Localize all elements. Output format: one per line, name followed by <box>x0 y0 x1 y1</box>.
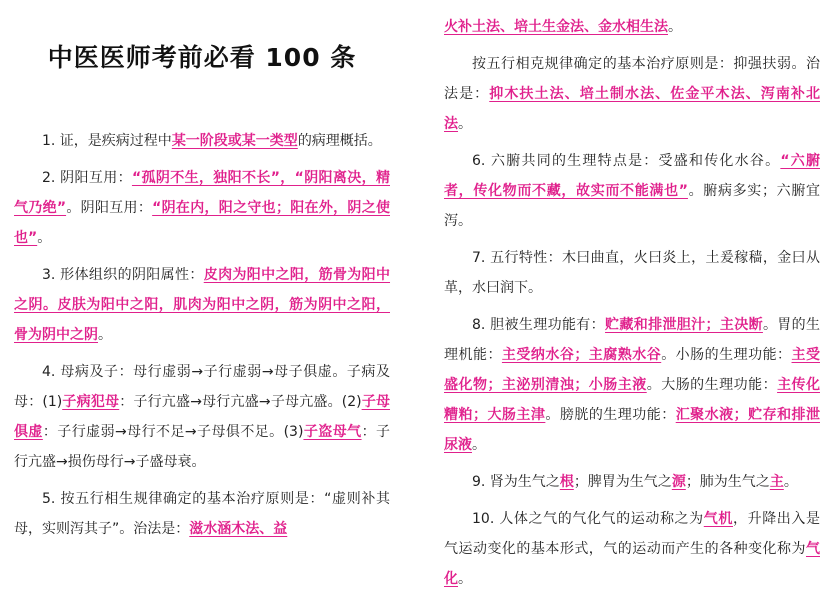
item-5b-highlight: 抑木扶土法、培土制水法、佐金平木法、泻南补北法 <box>444 86 820 132</box>
item-3-highlight: 皮肉为阳中之阳，筋骨为阳中之阴。皮肤为阳中之阳，肌肉为阳中之阴，筋为阴中之阳，骨为阴中之阴 <box>14 267 391 343</box>
item-9-text-2: ；脾胃为生气之 <box>573 474 672 490</box>
item-10-text-2: ，升降出入是气运动变化的基本形式，气的运动而产生的各种变化称为 <box>444 511 820 557</box>
item-8-highlight-5: 汇聚水液；贮存和排泄尿液 <box>444 407 820 453</box>
item-5-continued <box>444 12 820 42</box>
item-4-text-3: ：子行虚弱→母行不足→子母俱不足。(3) <box>42 424 304 440</box>
item-3 <box>14 260 390 350</box>
page-title: 中医医师考前必看 100 条 <box>47 43 357 72</box>
item-9-text-1: 9. 肾为生气之 <box>472 474 560 490</box>
item-9 <box>444 467 820 497</box>
item-5-highlight-part-2: 火补土法、培土生金法、金水相生法 <box>444 19 668 35</box>
item-9-highlight-2: 源 <box>671 474 686 490</box>
item-10-highlight-1: 气机 <box>703 511 733 527</box>
item-2-highlight-2: “阴在内，阳之守也；阳在外，阴之使也” <box>14 200 390 246</box>
item-1-text-end: 的病理概括。 <box>297 133 382 149</box>
item-5-text: 5. 按五行相生规律确定的基本治疗原则是：“虚则补其母，实则泻其子”。治法是： <box>14 491 390 537</box>
item-3-text-end: 。 <box>98 327 112 343</box>
item-6 <box>444 146 820 236</box>
item-10 <box>444 504 820 594</box>
item-6-text-end: 。腑病多实；六腑宜泻。 <box>444 183 820 229</box>
item-9-text-3: ；肺为生气之 <box>685 474 770 490</box>
item-4 <box>14 357 390 477</box>
item-2-text-mid: 。阴阳互用： <box>66 200 153 216</box>
item-8-text-2: 。胃的生理机能： <box>444 317 820 363</box>
item-4-text-end: ：子行亢盛→损伤母行→子盛母衰。 <box>14 424 391 470</box>
item-8 <box>444 310 820 460</box>
item-6-text: 6. 六腑共同的生理特点是：受盛和传化水谷。 <box>472 153 781 169</box>
item-4-highlight-3: 子盗母气 <box>303 424 362 440</box>
item-3-text: 3. 形体组织的阴阳属性： <box>42 267 204 283</box>
item-5b-text: 按五行相克规律确定的基本治疗原则是：抑强扶弱。治法是： <box>444 56 820 102</box>
item-7 <box>444 243 820 303</box>
item-8-text: 8. 胆被生理功能有： <box>472 317 606 333</box>
item-9-highlight-3: 主 <box>769 474 784 490</box>
item-2-text-end: 。 <box>37 230 52 246</box>
item-8-highlight-4: 主传化糟粕；大肠主津 <box>444 377 820 423</box>
item-7-text: 7. 五行特性：木曰曲直，火曰炎上，土爰稼穑，金曰从革，水曰润下。 <box>444 250 820 296</box>
item-5-highlight-part-1: 滋水涵木法、益 <box>189 521 288 537</box>
item-8-highlight-1: 贮藏和排泄胆汁；主决断 <box>605 317 763 333</box>
item-10-text-end: 。 <box>458 571 472 587</box>
item-2-text: 2. 阴阳互用： <box>42 170 132 186</box>
item-9-text-end: 。 <box>783 474 798 490</box>
left-item-list <box>14 126 390 544</box>
item-4-text-2: ：子行亢盛→母行亢盛→子母亢盛。(2) <box>119 394 362 410</box>
item-10-highlight-2: 气化 <box>444 541 820 587</box>
item-1-highlight: 某一阶段或某一类型 <box>171 133 298 149</box>
item-8-highlight-3: 主受盛化物；主泌别清浊；小肠主液 <box>444 347 820 393</box>
right-column <box>444 0 820 601</box>
right-item-list <box>444 12 820 594</box>
item-2-highlight-1: “孤阴不生，独阳不长”，“阴阳离决，精气乃绝” <box>14 170 390 216</box>
left-column <box>14 0 390 551</box>
item-5 <box>14 484 390 544</box>
item-8-text-3: 。小肠的生理功能： <box>661 347 792 363</box>
item-1 <box>14 126 390 156</box>
item-8-text-5: 。膀胱的生理功能： <box>545 407 676 423</box>
item-5b-text-end: 。 <box>458 116 472 132</box>
item-8-text-4: 。大肠的生理功能： <box>646 377 778 393</box>
item-1-text: 1. 证，是疾病过程中 <box>42 133 172 149</box>
item-2 <box>14 163 390 253</box>
item-4-text: 4. 母病及子：母行虚弱→子行虚弱→母子俱虚。子病及母：(1) <box>14 364 390 410</box>
item-4-highlight-2: 子母俱虚 <box>14 394 391 440</box>
item-8-text-end: 。 <box>472 437 486 453</box>
item-9-highlight-1: 根 <box>559 474 574 490</box>
item-5-second-paragraph <box>444 49 820 139</box>
item-10-text-1: 10. 人体之气的气化气的运动称之为 <box>472 511 704 527</box>
item-5-text-end: 。 <box>668 19 682 35</box>
item-4-highlight-1: 子病犯母 <box>62 394 120 410</box>
item-6-highlight: “六腑者，传化物而不藏，故实而不能满也” <box>444 153 820 199</box>
item-8-highlight-2: 主受纳水谷；主腐熟水谷 <box>501 347 662 363</box>
